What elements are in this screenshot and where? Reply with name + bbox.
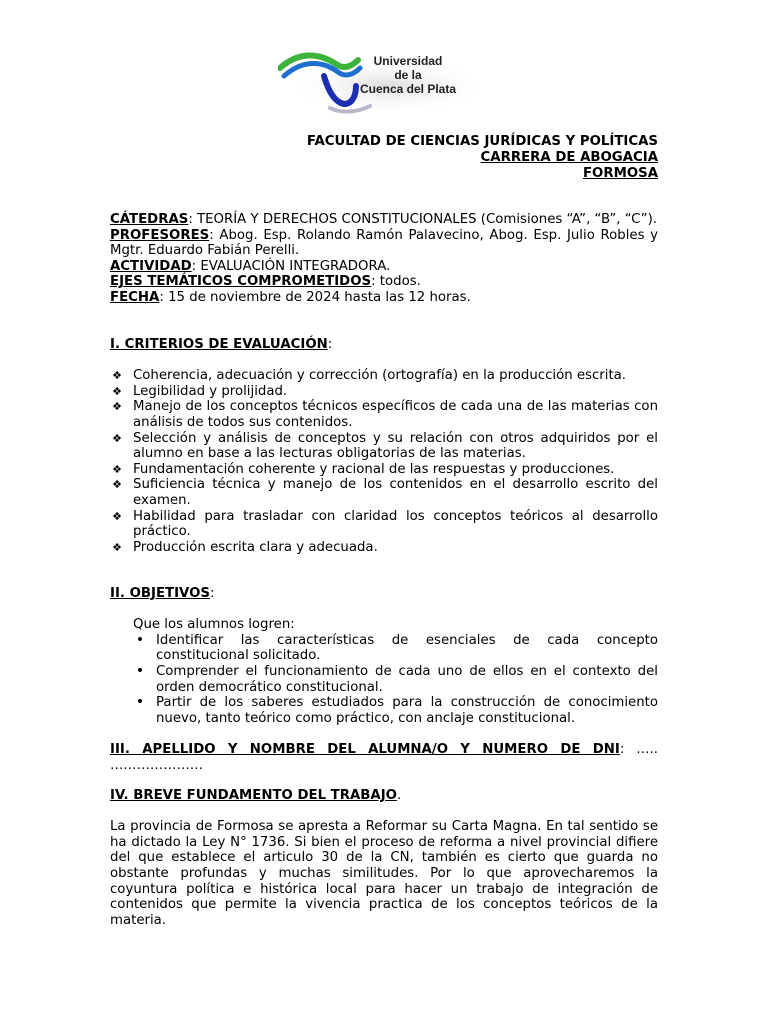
diamond-bullet-icon: ❖ [112,431,122,445]
ejes-value: : todos. [371,274,421,290]
catedras-value: : TEORÍA Y DERECHOS CONSTITUCIONALES (Comisiones “A”, “B”, “C”). [188,212,657,227]
criterio-text: Habilidad para trasladar con claridad los conceptos teóricos al desarrollo práctico. [133,508,658,540]
list-item [110,509,658,540]
bullet-icon: • [135,631,145,648]
profesores-label: PROFESORES [110,227,210,243]
diamond-bullet-icon: ❖ [112,369,122,383]
criterio-text: Fundamentación coherente y racional de las respuestas y producciones. [133,461,615,477]
objetivos-title: II. OBJETIVOS [110,586,210,601]
criterio-text: Coherencia, adecuación y corrección (ortografía) en la producción escrita. [133,368,627,384]
ejes-label: EJES TEMÁTICOS COMPROMETIDOS [110,274,372,290]
diamond-bullet-icon: ❖ [112,462,122,476]
diamond-bullet-icon: ❖ [112,384,122,398]
diamond-bullet-icon: ❖ [112,478,122,492]
fecha-line [110,290,658,306]
list-item [110,462,658,478]
apellido-heading [110,742,658,773]
actividad-line [110,259,658,275]
logo-line-2: de la [394,68,422,82]
list-item [110,399,658,430]
fundamento-suffix: . [396,788,402,803]
objetivos-suffix: : [210,586,215,601]
diamond-bullet-icon: ❖ [112,540,122,554]
faculty-title: FACULTAD DE CIENCIAS JURÍDICAS Y POLÍTICAS [306,134,658,149]
list-item [110,695,658,726]
logo-line-3: Cuenca del Plata [359,82,457,96]
objetivos-section [110,586,658,726]
document-header [110,134,658,182]
criterio-text: Suficiencia técnica y manejo de los contenidos en el desarrollo escrito del examen. [133,477,658,508]
profesores-line [110,228,658,259]
objetivo-text: Comprender el funcionamiento de cada uno de ellos en el contexto del orden democrático constitucional. [156,663,658,695]
city-title: FORMOSA [582,166,658,181]
career-title: CARRERA DE ABOGACIA [480,150,658,165]
logo-text [358,54,458,96]
logo-line-1: Universidad [373,54,443,68]
list-item [110,540,658,556]
course-info [110,212,658,306]
criterios-section [110,337,658,555]
criterios-suffix: : [327,337,333,352]
fundamento-heading [110,788,658,804]
list-item [110,431,658,462]
actividad-label: ACTIVIDAD [110,258,192,274]
objetivos-heading [110,586,658,602]
list-item [110,664,658,695]
ejes-line [110,274,658,290]
criterio-text: Legibilidad y prolijidad. [133,383,288,399]
diamond-bullet-icon: ❖ [112,400,122,414]
bullet-icon: • [135,694,145,711]
objetivo-text: Identificar las características de esenciales de cada concepto constitucional solicitado. [156,632,658,664]
fecha-value: : 15 de noviembre de 2024 hasta las 12 horas. [159,289,471,305]
diamond-bullet-icon: ❖ [112,509,122,523]
objetivo-text: Partir de los saberes estudiados para la construcción de conocimiento nuevo, tanto teórico como práctico, con anclaje constitucional. [156,695,658,726]
apellido-section [110,742,658,773]
fundamento-title: IV. BREVE FUNDAMENTO DEL TRABAJO [110,788,397,803]
apellido-title: III. APELLIDO Y NOMBRE DEL ALUMNA/O Y NUMERO DE DNI [110,742,620,757]
fundamento-body: La provincia de Formosa se apresta a Reformar su Carta Magna. En tal sentido se ha dictado la Ley N° 1736. Si bien el proceso de reforma a nivel provincial difiere del que establece el articulo 30 de la CN, también es cierto que guarda no obstante profundas y muchas similitudes. Por lo que aprovecharemos la coyuntura política e histórica local para hacer un trabajo de integración de contenidos que permite la vivencia practica de los conceptos teóricos de la materia. [110,819,658,928]
university-logo [278,46,490,116]
fundamento-section [110,788,658,928]
criterio-text: Manejo de los conceptos técnicos específicos de cada una de las materias con análisis de todos sus contenidos. [133,399,658,430]
actividad-value: : EVALUACIÓN INTEGRADORA. [191,258,391,274]
list-item [110,633,658,664]
objetivos-list [110,633,658,727]
objetivos-intro: Que los alumnos logren: [133,617,295,633]
list-item [110,384,658,400]
catedras-line [110,212,658,228]
criterio-text: Selección y análisis de conceptos y su relación con otros adquiridos por el alumno en base a las lecturas obligatorias de las materias. [133,430,658,462]
criterios-heading [110,337,658,353]
profesores-value: : Abog. Esp. Rolando Ramón Palavecino, Abog. Esp. Julio Robles y Mgtr. Eduardo Fabián Perelli. [110,227,658,259]
list-item [110,368,658,384]
criterio-text: Producción escrita clara y adecuada. [133,539,378,555]
catedras-label: CÁTEDRAS [110,212,189,227]
apellido-fill-line: : ….. ………………… [110,742,658,773]
criterios-title: I. CRITERIOS DE EVALUACIÓN [110,337,328,352]
fecha-label: FECHA [110,289,160,305]
criterios-list [110,368,658,555]
bullet-icon: • [135,662,145,679]
list-item [110,477,658,508]
